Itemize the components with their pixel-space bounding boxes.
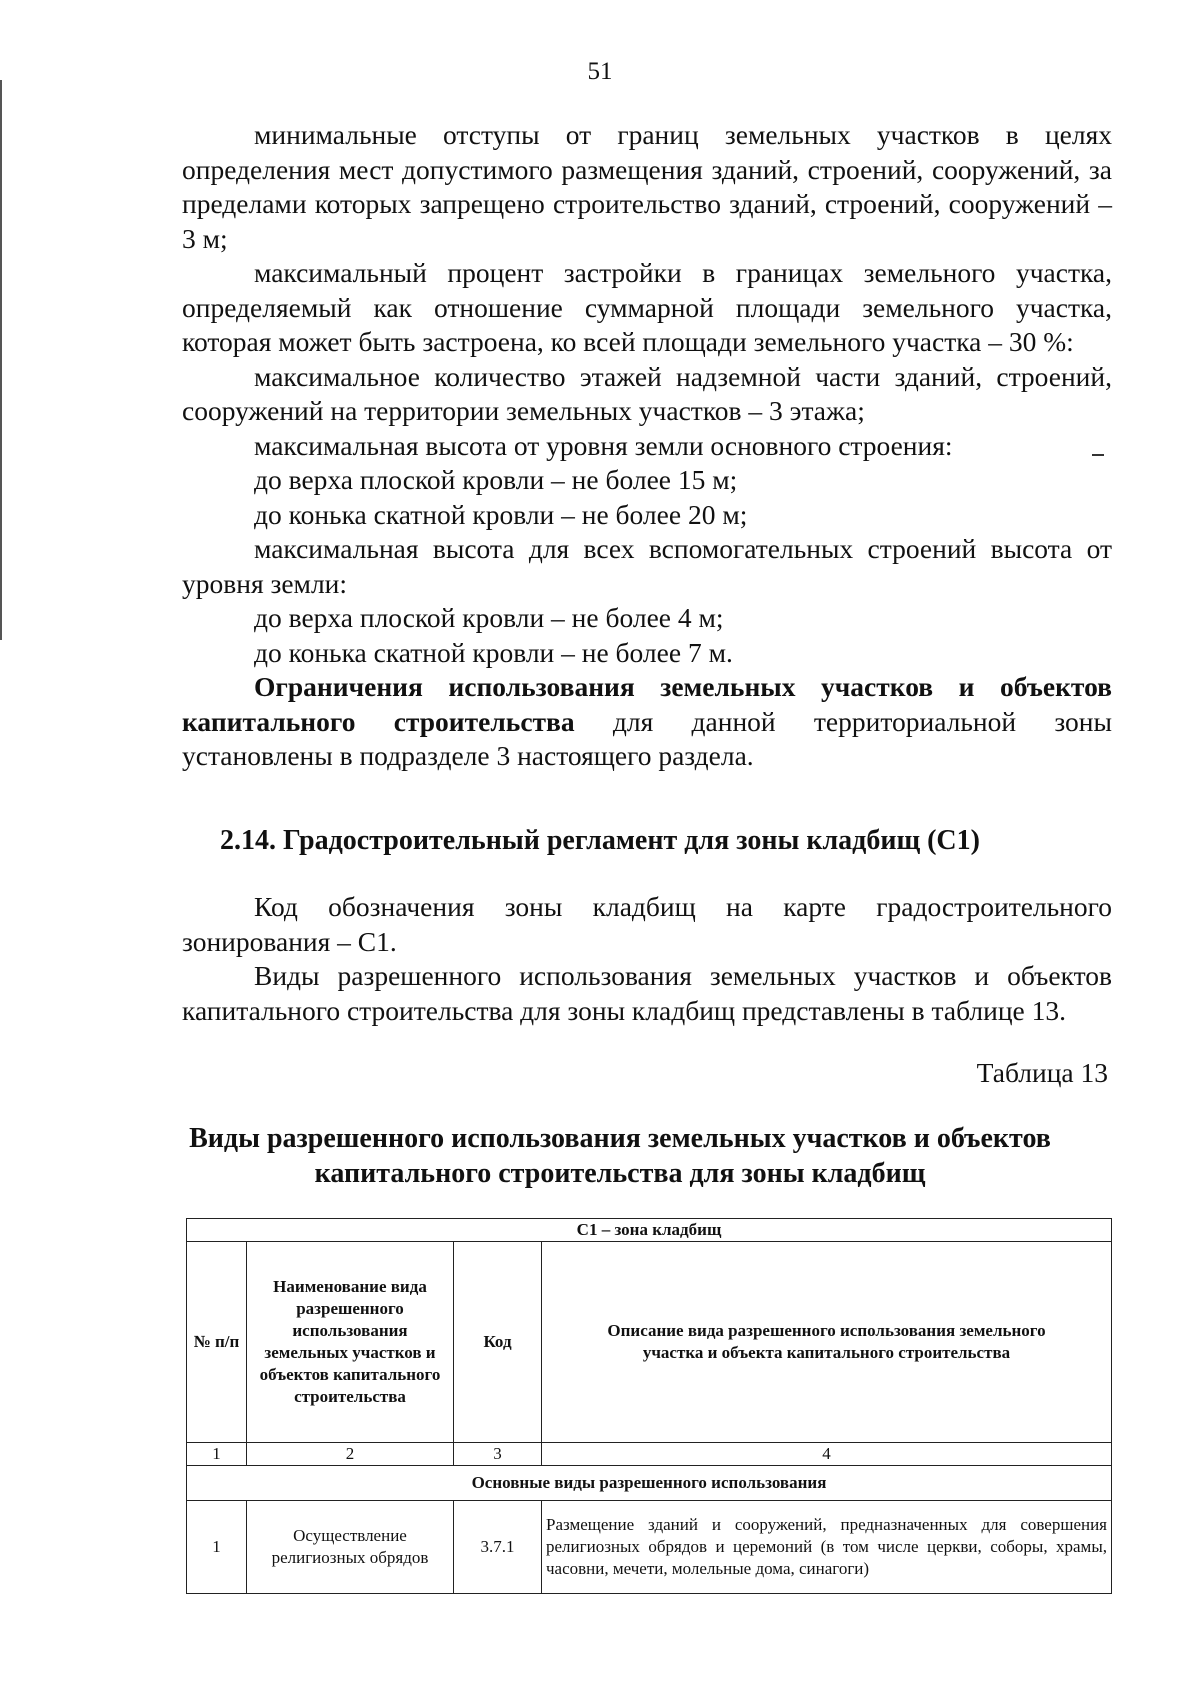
header-description: Описание вида разрешенного использования земельного участка и объекта капитального строительства — [542, 1242, 1112, 1443]
header-code: Код — [454, 1242, 542, 1443]
regulation-text — [182, 118, 1112, 774]
index-cell: 1 — [187, 1443, 247, 1466]
zone-header: С1 – зона кладбищ — [187, 1219, 1112, 1242]
page-number: 51 — [587, 58, 613, 85]
paragraph: Виды разрешенного использования земельных участков и объектов капитального строительства для зоны кладбищ представлены в таблице 13. — [182, 960, 1112, 1026]
paragraph: максимальная высота от уровня земли основного строения: — [254, 429, 953, 461]
section-heading: 2.14. Градостроительный регламент для зоны кладбищ (С1) — [220, 825, 980, 856]
scan-margin-line — [0, 80, 2, 640]
header-num: № п/п — [187, 1242, 247, 1443]
table-title-line: Виды разрешенного использования земельных участков и объектов — [189, 1123, 1051, 1154]
paragraph: Код обозначения зоны кладбищ на карте градостроительного зонирования – С1. — [182, 891, 1112, 957]
table-title — [150, 1121, 1090, 1191]
header-name: Наименование вида разрешенного использования земельных участков и объектов капитального строительства — [247, 1242, 454, 1443]
paragraph: максимальное количество этажей надземной части зданий, строений, сооружений на территории земельных участков – 3 этажа; — [182, 360, 1112, 426]
paragraph: до конька скатной кровли – не более 20 м; — [254, 498, 748, 530]
paragraph: до верха плоской кровли – не более 4 м; — [254, 602, 724, 633]
table-row — [187, 1501, 1112, 1594]
row-code: 3.7.1 — [454, 1501, 542, 1594]
table-header-row — [187, 1242, 1112, 1443]
land-use-table — [186, 1218, 1112, 1594]
index-cell: 3 — [454, 1443, 542, 1466]
index-cell: 4 — [542, 1443, 1112, 1466]
restriction-paragraph — [182, 670, 1112, 774]
restriction-bold-text: Ограничения использования земельных участков и объектов капитального строительства — [182, 671, 1112, 737]
group-main-label: Основные виды разрешенного использования — [187, 1466, 1112, 1501]
paragraph: до верха плоской кровли – не более 15 м; — [254, 464, 738, 495]
table-title-line: капитального строительства для зоны кладбищ — [314, 1158, 926, 1189]
row-num: 1 — [187, 1501, 247, 1594]
restriction-text: для данной территориальной зоны установлены в подразделе 3 настоящего раздела. — [182, 705, 1112, 771]
table-zone-header-row — [187, 1219, 1112, 1242]
index-cell: 2 — [247, 1443, 454, 1466]
table-index-row — [187, 1443, 1112, 1466]
paragraph: минимальные отступы от границ земельных участков в целях определения мест допустимого размещения зданий, строений, сооружений, за пределами которых запрещено строительство зданий, строений, сооружений – 3 м; — [182, 119, 1112, 254]
paragraph: до конька скатной кровли – не более 7 м. — [254, 636, 733, 668]
row-description: Размещение зданий и сооружений, предназначенных для совершения религиозных обрядов и церемоний (в том числе церкви, соборы, храмы, часовни, мечети, молельные дома, синагоги) — [542, 1501, 1112, 1594]
section-text — [182, 890, 1112, 1028]
table-label: Таблица 13 — [976, 1057, 1108, 1088]
paragraph: максимальный процент застройки в границах земельного участка, определяемый как отношение суммарной площади земельного участка, которая может быть застроена, ко всей площади земельного участка – 30 %: — [182, 257, 1112, 357]
row-name: Осуществление религиозных обрядов — [247, 1501, 454, 1594]
paragraph: максимальная высота для всех вспомогательных строений высота от уровня земли: — [182, 533, 1112, 599]
table-group-row — [187, 1466, 1112, 1501]
